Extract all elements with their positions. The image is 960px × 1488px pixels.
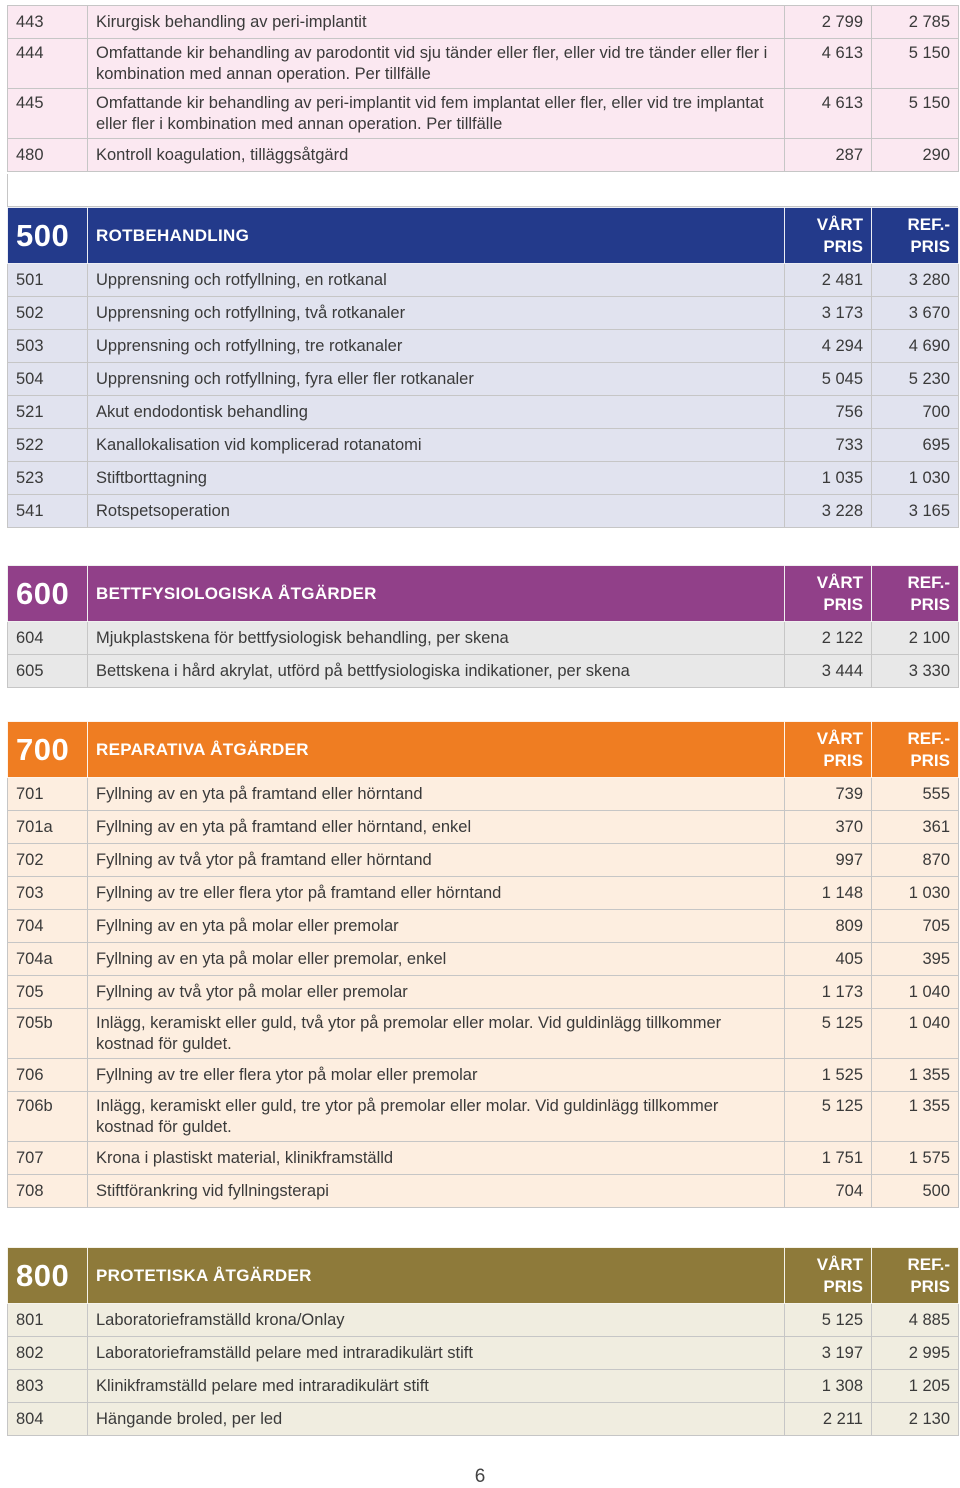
table-row [8, 89, 959, 139]
row-code: 705 [8, 976, 88, 1009]
row-description: Laboratorieframställd pelare med intraradikulärt stift [88, 1337, 785, 1370]
row-ref-price: 2 785 [872, 6, 959, 39]
row-description: Krona i plastiskt material, klinikframställd [88, 1142, 785, 1175]
row-our-price: 3 228 [785, 495, 872, 528]
row-ref-price: 705 [872, 910, 959, 943]
our-price-header: VÅRT PRIS [785, 566, 872, 622]
section-header [8, 566, 959, 622]
section-number: 500 [8, 208, 88, 264]
row-code: 445 [8, 89, 88, 139]
table-row [8, 139, 959, 172]
row-ref-price: 870 [872, 844, 959, 877]
row-ref-price: 395 [872, 943, 959, 976]
table-row [8, 363, 959, 396]
row-ref-price: 1 040 [872, 976, 959, 1009]
section-700-table [7, 721, 959, 1208]
section-number: 800 [8, 1248, 88, 1304]
row-ref-price: 1 355 [872, 1059, 959, 1092]
table-row [8, 495, 959, 528]
row-ref-price: 2 995 [872, 1337, 959, 1370]
row-code: 702 [8, 844, 88, 877]
row-code: 706b [8, 1092, 88, 1142]
section-title: REPARATIVA ÅTGÄRDER [88, 722, 785, 778]
row-ref-price: 361 [872, 811, 959, 844]
row-our-price: 1 035 [785, 462, 872, 495]
table-row [8, 910, 959, 943]
section-800-table [7, 1247, 959, 1436]
section-600-table [7, 565, 959, 688]
row-code: 504 [8, 363, 88, 396]
section-number: 600 [8, 566, 88, 622]
row-our-price: 2 211 [785, 1403, 872, 1436]
row-ref-price: 695 [872, 429, 959, 462]
row-description: Mjukplastskena för bettfysiologisk behandling, per skena [88, 622, 785, 655]
row-code: 703 [8, 877, 88, 910]
row-our-price: 5 125 [785, 1304, 872, 1337]
row-our-price: 809 [785, 910, 872, 943]
row-ref-price: 1 355 [872, 1092, 959, 1142]
table-row [8, 1092, 959, 1142]
table-row [8, 844, 959, 877]
row-our-price: 1 308 [785, 1370, 872, 1403]
row-description: Stiftborttagning [88, 462, 785, 495]
row-description: Fyllning av två ytor på framtand eller hörntand [88, 844, 785, 877]
row-ref-price: 1 030 [872, 877, 959, 910]
row-ref-price: 2 130 [872, 1403, 959, 1436]
row-description: Upprensning och rotfyllning, fyra eller fler rotkanaler [88, 363, 785, 396]
section-500-table [7, 207, 959, 528]
ref-price-header: REF.- PRIS [872, 208, 959, 264]
row-ref-price: 1 030 [872, 462, 959, 495]
table-row [8, 1337, 959, 1370]
row-description: Fyllning av en yta på molar eller premolar, enkel [88, 943, 785, 976]
table-row [8, 1142, 959, 1175]
row-code: 701 [8, 778, 88, 811]
section-header [8, 208, 959, 264]
row-ref-price: 290 [872, 139, 959, 172]
row-ref-price: 3 670 [872, 297, 959, 330]
row-ref-price: 3 330 [872, 655, 959, 688]
row-ref-price: 555 [872, 778, 959, 811]
section-title: BETTFYSIOLOGISKA ÅTGÄRDER [88, 566, 785, 622]
row-our-price: 739 [785, 778, 872, 811]
row-ref-price: 1 040 [872, 1009, 959, 1059]
section-header [8, 1248, 959, 1304]
row-code: 704 [8, 910, 88, 943]
table-row [8, 811, 959, 844]
row-code: 801 [8, 1304, 88, 1337]
row-description: Fyllning av en yta på molar eller premolar [88, 910, 785, 943]
ref-price-header: REF.- PRIS [872, 722, 959, 778]
row-description: Fyllning av en yta på framtand eller hörntand [88, 778, 785, 811]
row-description: Stiftförankring vid fyllningsterapi [88, 1175, 785, 1208]
row-code: 521 [8, 396, 88, 429]
row-description: Omfattande kir behandling av peri-implantit vid fem implantat eller fler, eller vid tre implantat eller fler i kombination med annan operation. Per tillfälle [88, 89, 785, 139]
row-our-price: 5 125 [785, 1092, 872, 1142]
row-ref-price: 3 280 [872, 264, 959, 297]
table-row [8, 396, 959, 429]
row-code: 802 [8, 1337, 88, 1370]
row-code: 444 [8, 39, 88, 89]
row-code: 705b [8, 1009, 88, 1059]
row-code: 480 [8, 139, 88, 172]
row-code: 443 [8, 6, 88, 39]
section-title: ROTBEHANDLING [88, 208, 785, 264]
table-row [8, 1009, 959, 1059]
row-description: Fyllning av tre eller flera ytor på framtand eller hörntand [88, 877, 785, 910]
row-code: 803 [8, 1370, 88, 1403]
table-row [8, 297, 959, 330]
row-code: 708 [8, 1175, 88, 1208]
row-our-price: 287 [785, 139, 872, 172]
row-description: Upprensning och rotfyllning, en rotkanal [88, 264, 785, 297]
row-our-price: 2 481 [785, 264, 872, 297]
row-code: 701a [8, 811, 88, 844]
row-code: 707 [8, 1142, 88, 1175]
row-description: Kanallokalisation vid komplicerad rotanatomi [88, 429, 785, 462]
row-our-price: 2 122 [785, 622, 872, 655]
row-our-price: 997 [785, 844, 872, 877]
row-code: 605 [8, 655, 88, 688]
row-ref-price: 4 690 [872, 330, 959, 363]
row-description: Inlägg, keramiskt eller guld, tre ytor på premolar eller molar. Vid guldinlägg tillkommer kostnad för guldet. [88, 1092, 785, 1142]
ref-price-header: REF.- PRIS [872, 566, 959, 622]
table-row [8, 6, 959, 39]
ref-price-header: REF.- PRIS [872, 1248, 959, 1304]
row-code: 503 [8, 330, 88, 363]
row-ref-price: 1 575 [872, 1142, 959, 1175]
row-code: 804 [8, 1403, 88, 1436]
row-description: Akut endodontisk behandling [88, 396, 785, 429]
row-our-price: 2 799 [785, 6, 872, 39]
row-our-price: 704 [785, 1175, 872, 1208]
row-description: Hängande broled, per led [88, 1403, 785, 1436]
table-row [8, 943, 959, 976]
row-description: Omfattande kir behandling av parodontit vid sju tänder eller fler, eller vid tre tänder eller fler i kombination med annan operation. Per tillfälle [88, 39, 785, 89]
table-row [8, 1403, 959, 1436]
table-row [8, 1059, 959, 1092]
table-row [8, 264, 959, 297]
row-our-price: 1 148 [785, 877, 872, 910]
row-our-price: 1 751 [785, 1142, 872, 1175]
row-description: Upprensning och rotfyllning, två rotkanaler [88, 297, 785, 330]
row-ref-price: 2 100 [872, 622, 959, 655]
table-400-tail [7, 5, 959, 172]
our-price-header: VÅRT PRIS [785, 722, 872, 778]
row-our-price: 1 525 [785, 1059, 872, 1092]
row-description: Upprensning och rotfyllning, tre rotkanaler [88, 330, 785, 363]
our-price-header: VÅRT PRIS [785, 1248, 872, 1304]
row-code: 501 [8, 264, 88, 297]
table-row [8, 462, 959, 495]
row-code: 502 [8, 297, 88, 330]
row-ref-price: 1 205 [872, 1370, 959, 1403]
row-ref-price: 5 230 [872, 363, 959, 396]
row-ref-price: 500 [872, 1175, 959, 1208]
row-description: Inlägg, keramiskt eller guld, två ytor på premolar eller molar. Vid guldinlägg tillkommer kostnad för guldet. [88, 1009, 785, 1059]
row-code: 706 [8, 1059, 88, 1092]
row-description: Fyllning av tre eller flera ytor på molar eller premolar [88, 1059, 785, 1092]
row-ref-price: 5 150 [872, 89, 959, 139]
row-code: 604 [8, 622, 88, 655]
row-description: Kirurgisk behandling av peri-implantit [88, 6, 785, 39]
row-code: 523 [8, 462, 88, 495]
row-code: 541 [8, 495, 88, 528]
table-row [8, 778, 959, 811]
row-code: 704a [8, 943, 88, 976]
table-row [8, 622, 959, 655]
row-our-price: 370 [785, 811, 872, 844]
row-description: Fyllning av två ytor på molar eller premolar [88, 976, 785, 1009]
row-our-price: 4 613 [785, 39, 872, 89]
section-number: 700 [8, 722, 88, 778]
row-our-price: 5 045 [785, 363, 872, 396]
table-row [8, 429, 959, 462]
table-row [8, 39, 959, 89]
table-row [8, 1370, 959, 1403]
row-our-price: 3 444 [785, 655, 872, 688]
section-header [8, 722, 959, 778]
row-our-price: 405 [785, 943, 872, 976]
our-price-header: VÅRT PRIS [785, 208, 872, 264]
row-our-price: 1 173 [785, 976, 872, 1009]
blank-row [7, 174, 958, 207]
table-row [8, 1175, 959, 1208]
row-description: Bettskena i hård akrylat, utförd på bettfysiologiska indikationer, per skena [88, 655, 785, 688]
page-number: 6 [474, 1466, 486, 1487]
row-ref-price: 700 [872, 396, 959, 429]
table-row [8, 1304, 959, 1337]
row-ref-price: 3 165 [872, 495, 959, 528]
row-our-price: 5 125 [785, 1009, 872, 1059]
row-our-price: 4 294 [785, 330, 872, 363]
row-description: Laboratorieframställd krona/Onlay [88, 1304, 785, 1337]
row-our-price: 756 [785, 396, 872, 429]
table-row [8, 976, 959, 1009]
table-row [8, 330, 959, 363]
table-row [8, 655, 959, 688]
row-our-price: 3 173 [785, 297, 872, 330]
row-our-price: 4 613 [785, 89, 872, 139]
row-ref-price: 4 885 [872, 1304, 959, 1337]
row-our-price: 733 [785, 429, 872, 462]
table-row [8, 877, 959, 910]
row-code: 522 [8, 429, 88, 462]
row-description: Klinikframställd pelare med intraradikulärt stift [88, 1370, 785, 1403]
row-description: Fyllning av en yta på framtand eller hörntand, enkel [88, 811, 785, 844]
section-title: PROTETISKA ÅTGÄRDER [88, 1248, 785, 1304]
row-ref-price: 5 150 [872, 39, 959, 89]
row-description: Rotspetsoperation [88, 495, 785, 528]
row-description: Kontroll koagulation, tilläggsåtgärd [88, 139, 785, 172]
row-our-price: 3 197 [785, 1337, 872, 1370]
